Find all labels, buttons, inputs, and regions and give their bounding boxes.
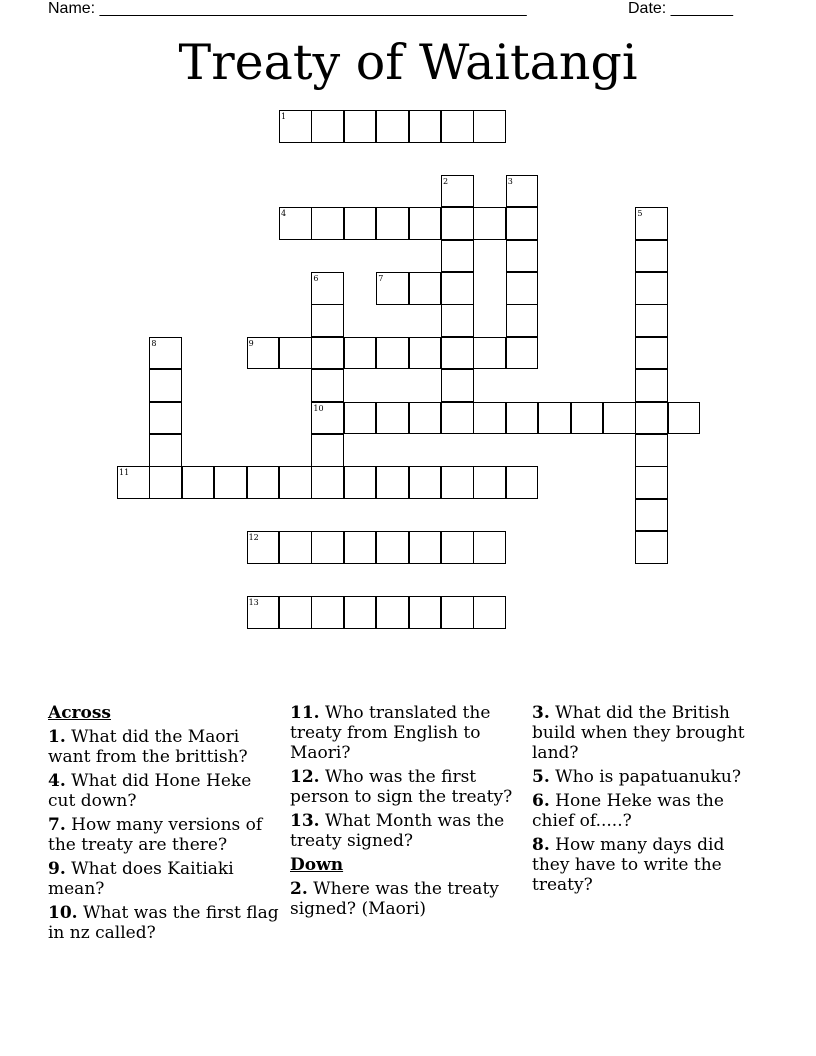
grid-cell[interactable] <box>473 531 506 564</box>
grid-cell[interactable] <box>311 304 344 337</box>
grid-cell[interactable] <box>473 402 506 435</box>
clue-across-4 <box>48 771 280 811</box>
grid-cell[interactable] <box>311 337 344 370</box>
clue-number: 2. <box>290 879 308 899</box>
clue-text: What does Kaitiaki mean? <box>48 859 234 899</box>
grid-cell[interactable] <box>571 402 604 435</box>
grid-cell[interactable] <box>635 499 668 532</box>
grid-cell[interactable] <box>441 304 474 337</box>
grid-cell[interactable] <box>441 240 474 273</box>
grid-cell[interactable] <box>441 337 474 370</box>
clue-text: Who translated the treaty from English to Maori? <box>290 703 491 763</box>
grid-cell[interactable] <box>635 531 668 564</box>
grid-cell[interactable] <box>473 207 506 240</box>
grid-cell[interactable] <box>311 272 344 305</box>
grid-cell[interactable] <box>344 337 377 370</box>
clue-number-label: 5 <box>637 209 643 219</box>
grid-cell[interactable] <box>441 596 474 629</box>
grid-cell[interactable] <box>409 596 442 629</box>
grid-cell[interactable] <box>635 434 668 467</box>
clue-number-label: 4 <box>281 209 287 219</box>
grid-cell[interactable] <box>506 402 539 435</box>
grid-cell[interactable] <box>279 207 312 240</box>
grid-cell[interactable] <box>506 207 539 240</box>
clue-across-12 <box>290 767 522 807</box>
clue-number: 10. <box>48 903 78 923</box>
date-field-label[interactable]: Date: _______ <box>628 0 733 17</box>
clue-number-label: 13 <box>248 598 259 607</box>
clue-across-1 <box>48 727 280 767</box>
grid-cell[interactable] <box>409 466 442 499</box>
clue-text: Where was the treaty signed? (Maori) <box>290 879 499 919</box>
grid-cell[interactable] <box>635 207 668 240</box>
grid-cell[interactable] <box>635 240 668 273</box>
clue-number: 12. <box>290 767 320 787</box>
grid-cell[interactable] <box>376 272 409 305</box>
grid-cell[interactable] <box>506 304 539 337</box>
clue-number: 4. <box>48 771 66 791</box>
grid-cell[interactable] <box>311 369 344 402</box>
clue-down-6 <box>532 791 764 831</box>
grid-cell[interactable] <box>311 531 344 564</box>
grid-cell[interactable] <box>538 402 571 435</box>
clue-number-label: 2 <box>443 176 449 186</box>
clue-across-13 <box>290 811 522 851</box>
grid-cell[interactable] <box>344 466 377 499</box>
clue-across-10 <box>48 903 280 943</box>
clue-number: 8. <box>532 835 550 855</box>
grid-cell[interactable] <box>635 337 668 370</box>
grid-cell[interactable] <box>506 337 539 370</box>
grid-cell[interactable] <box>441 531 474 564</box>
clue-number-label: 8 <box>151 338 157 348</box>
clue-number: 11. <box>290 703 320 723</box>
grid-cell[interactable] <box>376 402 409 435</box>
grid-cell[interactable] <box>668 402 701 435</box>
clue-across-7 <box>48 815 280 855</box>
clue-number: 1. <box>48 727 66 747</box>
grid-cell[interactable] <box>149 402 182 435</box>
clue-number-label: 6 <box>313 274 319 283</box>
clue-text: Hone Heke was the chief of.....? <box>532 791 724 831</box>
grid-cell[interactable] <box>344 402 377 435</box>
clue-down-8 <box>532 835 764 895</box>
clue-number: 3. <box>532 703 550 723</box>
grid-cell[interactable] <box>279 110 312 143</box>
clue-text: Who is papatuanuku? <box>549 767 741 787</box>
name-field-label[interactable]: Name: ________________________________________________ <box>48 0 527 17</box>
clues-column-1 <box>48 703 280 947</box>
clues-column-2 <box>290 703 522 923</box>
grid-cell[interactable] <box>635 466 668 499</box>
grid-cell[interactable] <box>279 531 312 564</box>
clue-number-label: 12 <box>248 533 259 543</box>
grid-cell[interactable] <box>279 466 312 499</box>
grid-cell[interactable] <box>409 531 442 564</box>
grid-cell[interactable] <box>279 337 312 370</box>
grid-cell[interactable] <box>247 531 280 564</box>
grid-cell[interactable] <box>311 207 344 240</box>
grid-cell[interactable] <box>344 207 377 240</box>
grid-cell[interactable] <box>344 110 377 143</box>
clue-number-label: 3 <box>507 176 513 186</box>
clue-number: 13. <box>290 811 320 831</box>
down-heading: Down <box>290 855 344 875</box>
grid-cell[interactable] <box>409 337 442 370</box>
grid-cell[interactable] <box>441 110 474 143</box>
clues-column-3 <box>532 703 764 899</box>
grid-cell[interactable] <box>182 466 215 499</box>
grid-cell[interactable] <box>279 596 312 629</box>
grid-cell[interactable] <box>376 466 409 499</box>
clue-number: 5. <box>532 767 550 787</box>
grid-cell[interactable] <box>376 531 409 564</box>
grid-cell[interactable] <box>441 207 474 240</box>
grid-cell[interactable] <box>506 175 539 208</box>
grid-cell[interactable] <box>311 434 344 467</box>
grid-cell[interactable] <box>506 272 539 305</box>
grid-cell[interactable] <box>376 110 409 143</box>
across-heading: Across <box>48 703 111 723</box>
grid-cell[interactable] <box>441 466 474 499</box>
grid-cell[interactable] <box>473 466 506 499</box>
grid-cell[interactable] <box>441 402 474 435</box>
clue-number-label: 7 <box>378 274 384 283</box>
clue-number: 6. <box>532 791 550 811</box>
page-title: Treaty of Waitangi <box>178 34 638 91</box>
clue-across-9 <box>48 859 280 899</box>
grid-cell[interactable] <box>311 110 344 143</box>
clue-text: What did the British build when they brought land? <box>532 703 745 763</box>
grid-cell[interactable] <box>635 272 668 305</box>
grid-cell[interactable] <box>473 596 506 629</box>
grid-cell[interactable] <box>506 466 539 499</box>
clue-text: What did Hone Heke cut down? <box>48 771 252 811</box>
clue-number: 7. <box>48 815 66 835</box>
grid-cell[interactable] <box>311 402 344 435</box>
clue-text: What did the Maori want from the brittish? <box>48 727 248 767</box>
clue-number-label: 9 <box>248 338 254 348</box>
grid-cell[interactable] <box>149 369 182 402</box>
grid-cell[interactable] <box>409 207 442 240</box>
grid-cell[interactable] <box>441 369 474 402</box>
grid-cell[interactable] <box>635 369 668 402</box>
grid-cell[interactable] <box>344 596 377 629</box>
grid-cell[interactable] <box>603 402 636 435</box>
grid-cell[interactable] <box>149 466 182 499</box>
grid-cell[interactable] <box>344 531 377 564</box>
grid-cell[interactable] <box>376 207 409 240</box>
grid-cell[interactable] <box>409 272 442 305</box>
grid-cell[interactable] <box>149 337 182 370</box>
clue-across-11 <box>290 703 522 763</box>
grid-cell[interactable] <box>214 466 247 499</box>
clue-text: Who was the first person to sign the treaty? <box>290 767 513 807</box>
grid-cell[interactable] <box>635 402 668 435</box>
grid-cell[interactable] <box>311 596 344 629</box>
grid-cell[interactable] <box>441 272 474 305</box>
grid-cell[interactable] <box>409 402 442 435</box>
grid-cell[interactable] <box>473 110 506 143</box>
grid-cell[interactable] <box>247 466 280 499</box>
clue-text: How many versions of the treaty are there? <box>48 815 263 855</box>
clue-down-5 <box>532 767 764 787</box>
grid-cell[interactable] <box>473 337 506 370</box>
clue-number-label: 11 <box>119 468 130 478</box>
grid-cell[interactable] <box>149 434 182 467</box>
clue-number-label: 1 <box>281 112 287 121</box>
clue-down-2 <box>290 879 522 919</box>
grid-cell[interactable] <box>247 337 280 370</box>
clue-down-3 <box>532 703 764 763</box>
grid-cell[interactable] <box>247 596 280 629</box>
clue-number: 9. <box>48 859 66 879</box>
grid-cell[interactable] <box>441 175 474 208</box>
grid-cell[interactable] <box>376 337 409 370</box>
clue-text: How many days did they have to write the treaty? <box>532 835 725 895</box>
grid-cell[interactable] <box>311 466 344 499</box>
clue-number-label: 10 <box>313 403 324 413</box>
clue-text: What was the first flag in nz called? <box>48 903 279 943</box>
grid-cell[interactable] <box>117 466 150 499</box>
grid-cell[interactable] <box>635 304 668 337</box>
clue-text: What Month was the treaty signed? <box>290 811 505 851</box>
grid-cell[interactable] <box>409 110 442 143</box>
grid-cell[interactable] <box>376 596 409 629</box>
grid-cell[interactable] <box>506 240 539 273</box>
